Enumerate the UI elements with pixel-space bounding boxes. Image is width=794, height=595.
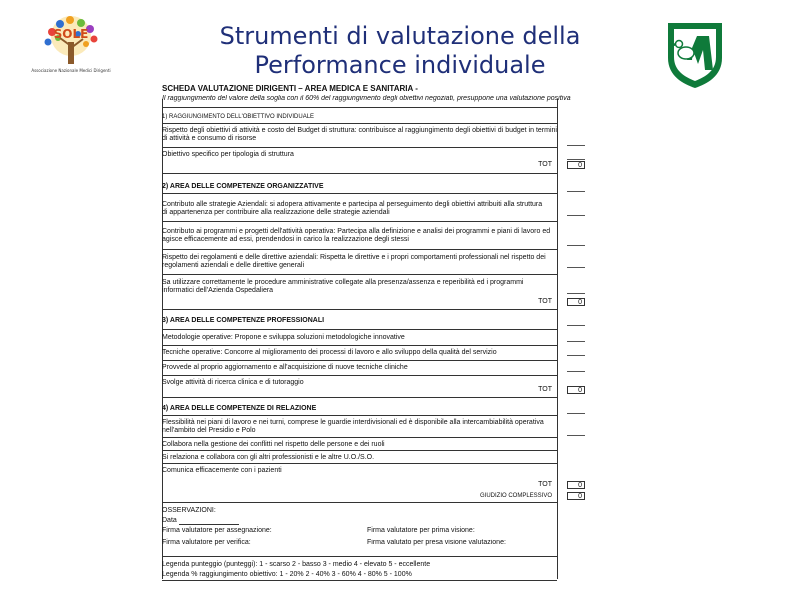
divider [162,173,557,174]
divider [162,221,557,222]
title-line-2: Performance individuale [254,51,546,79]
divider [162,375,557,376]
section4-tot-label: TOT [538,481,552,488]
section1-item2: Obiettivo specifico per tipologia di struttura [162,151,294,158]
section4-item2: Collabora nella gestione dei conflitti nel rispetto delle persone e dei ruoli [162,441,385,448]
section1-tot-value: 0 [567,161,585,169]
section1-tot-label: TOT [538,161,552,168]
section2-tot-label: TOT [538,298,552,305]
section2-item4: Sa utilizzare correttamente le procedure amministrative collegate alla presenza/assenza e reperibilità ed i programmi informatici dell'Azienda Ospedaliera [162,279,524,294]
section3-header: 3) AREA DELLE COMPETENZE PROFESSIONALI [162,317,325,324]
sign-first-label: Firma valutatore per prima visione: [367,527,475,534]
section4-header: 4) AREA DELLE COMPETENZE DI RELAZIONE [162,405,317,412]
section3-tot-label: TOT [538,386,552,393]
sign-second-label: Firma valutatore per verifica: [162,539,251,546]
score-line [567,159,585,160]
section3-item4: Svolge attività di ricerca clinica e di tutoraggio [162,379,304,386]
divider [162,556,557,557]
score-line [567,145,585,146]
divider [162,147,557,148]
divider [162,463,557,464]
divider [162,580,557,581]
sign-evaluated-label: Firma valutato per presa visione valutazione: [367,539,506,546]
divider [162,397,557,398]
section4-tot-value: 0 [567,481,585,489]
score-line [567,413,585,414]
divider [162,502,557,503]
section2-item2: Contributo ai programmi e progetti dell'attività operativa: Partecipa alla definizione e analisi dei programmi e piani di lavoro ed agisce efficacemente ad essi, prendendosi in carico la realizzazione degli stessi [162,228,551,243]
score-line [567,245,585,246]
divider [162,107,557,108]
date-label: Data [162,517,177,524]
regional-shield-icon [665,20,725,90]
tree-logo-icon [30,14,112,68]
section4-item1: Flessibilità nei piani di lavoro e nei turni, comprese le guardie interdivisionali ed è disponibile alla intercambiabilità operativa nell'ambito del Presidio e Polo [162,419,544,434]
right-logo [665,20,725,90]
section3-tot-value: 0 [567,386,585,394]
divider [162,329,557,330]
divider [162,415,557,416]
legend-percent: Legenda % raggiungimento obiettivo: 1 - 20% 2 - 40% 3 - 60% 4 - 80% 5 - 100% [162,571,412,578]
title-line-1: Strumenti di valutazione della [219,22,581,50]
svg-text:SOLE: SOLE [53,27,89,41]
form-title: SCHEDA VALUTAZIONE DIRIGENTI – AREA MEDICA E SANITARIA - [162,84,418,93]
section2-item3: Rispetto dei regolamenti e delle direttive aziendali: Rispetta le direttive e i propri comportamenti professionali nel rispetto dei regolamenti aziendali e delle direttive generali [162,254,546,269]
divider [162,437,557,438]
section3-item2: Tecniche operative: Concorre al miglioramento dei processi di lavoro e allo sviluppo della qualità del servizio [162,349,497,356]
section1-header: 1) RAGGIUNGIMENTO DELL'OBIETTIVO INDIVIDUALE [162,114,315,120]
score-line [567,267,585,268]
divider [162,309,557,310]
left-logo-caption: Associazione Nazionale Medici Dirigenti [31,68,111,73]
evaluation-form [162,83,588,583]
left-logo [30,14,112,78]
score-line [567,435,585,436]
score-line [567,191,585,192]
score-line [567,355,585,356]
score-line [567,371,585,372]
legend-score: Legenda punteggio (punteggi): 1 - scarso 2 - basso 3 - medio 4 - elevato 5 - eccellente [162,561,431,568]
score-line [567,325,585,326]
divider [162,274,557,275]
sign-assign-label: Firma valutatore per assegnazione: [162,527,272,534]
divider [162,249,557,250]
form-subtitle: Il raggiungimento del valore della soglia con il 60% del raggiungimento degli obiettivi negoziati, presuppone una valutazione positiva [162,95,571,102]
section3-item3: Provvede al proprio aggiornamento e all'acquisizione di nuove tecniche cliniche [162,364,408,371]
section2-item1: Contributo alle strategie Aziendali: si adopera attivamente e partecipa al perseguimento degli obiettivi attribuiti alla struttura di appartenenza per contribuire alla realizzazione delle strategie aziendali [162,201,543,216]
notes-label: OSSERVAZIONI: [162,507,216,514]
overall-value: 0 [567,492,585,500]
page-title [150,22,650,80]
score-line [567,341,585,342]
section4-item3: Si relaziona e collabora con gli altri professionisti e le altre U.O./S.O. [162,454,375,461]
section2-header: 2) AREA DELLE COMPETENZE ORGANIZZATIVE [162,183,324,190]
divider [162,345,557,346]
section1-item1: Rispetto degli obiettivi di attività e costo del Budget di struttura: contribuisce al raggiungimento degli obiettivi di budget in termini di attività e consumo di risorse [162,127,557,142]
overall-label: GIUDIZIO COMPLESSIVO [479,493,552,499]
divider [162,360,557,361]
section3-item1: Metodologie operative: Propone e sviluppa soluzioni metodologiche innovative [162,334,405,341]
section2-tot-value: 0 [567,298,585,306]
divider [162,450,557,451]
divider [162,193,557,194]
date-field [179,518,239,525]
section4-item4: Comunica efficacemente con i pazienti [162,467,282,474]
score-line [567,215,585,216]
divider [162,123,557,124]
score-line [567,293,585,294]
